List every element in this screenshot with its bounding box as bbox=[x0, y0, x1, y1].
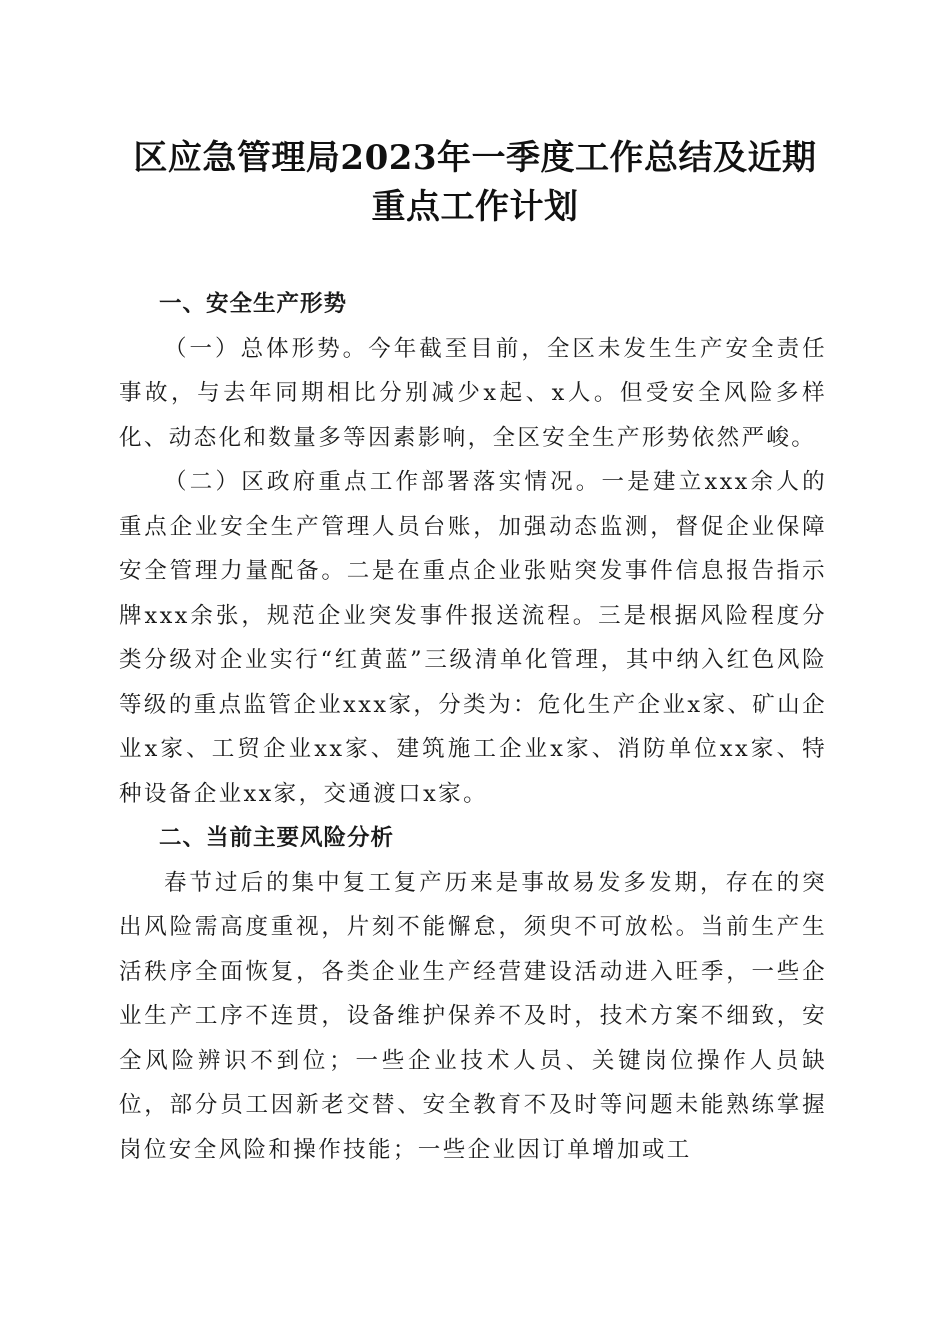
paragraph-text: 春节过后的集中复工复产历来是事故易发多发期，存在的突出风险需高度重视，片刻不能懈怠，须臾不可放松。当前生产生活秩序全面恢复，各类企业生产经营建设活动进入旺季，一些企业生产工序不连贯，设备维护保养不及时，技术方案不细致，安全风险辨识不到位；一些企业技术人员、关键岗位操作人员缺位，部分员工因新老交替、安全教育不及时等问题未能熟练掌握岗位安全风险和操作技能；一些企业因订单增加或工 bbox=[119, 869, 827, 1163]
document-title bbox=[100, 134, 850, 232]
paragraph-lead: （二）区政府重点工作部署落实情况。 bbox=[164, 469, 602, 495]
title-line-1: 区应急管理局2023年一季度工作总结及近期 bbox=[133, 138, 817, 178]
section-heading-risk-analysis: 二、当前主要风险分析 bbox=[159, 825, 395, 851]
paragraph-overall-situation bbox=[119, 327, 827, 461]
paragraph-text: 今年截至目前，全区未发生生产安全责任事故，与去年同期相比分别减少x起、x人。但受安全风险多样化、动态化和数量多等因素影响，全区安全生产形势依然严峻。 bbox=[119, 335, 828, 451]
paragraph-risk-analysis bbox=[119, 861, 827, 1173]
document-body bbox=[119, 282, 827, 1172]
section-heading-safety-situation: 一、安全生产形势 bbox=[159, 291, 348, 317]
paragraph-key-work-implementation bbox=[119, 460, 827, 816]
paragraph-lead: （一）总体形势。 bbox=[164, 335, 369, 362]
title-line-2: 重点工作计划 bbox=[371, 187, 579, 227]
paragraph-text: 一是建立xxx余人的重点企业安全生产管理人员台账，加强动态监测，督促企业保障安全管理力量配备。二是在重点企业张贴突发事件信息报告指示牌xxx余张，规范企业突发事件报送流程。三是根据风险程度分类分级对企业实行“红黄蓝”三级清单化管理，其中纳入红色风险等级的重点监管企业xxx家，分类为：危化生产企业x家、矿山企业x家、工贸企业xx家、建筑施工企业x家、消防单位xx家、特种设备企业xx家，交通渡口x家。 bbox=[119, 469, 827, 807]
